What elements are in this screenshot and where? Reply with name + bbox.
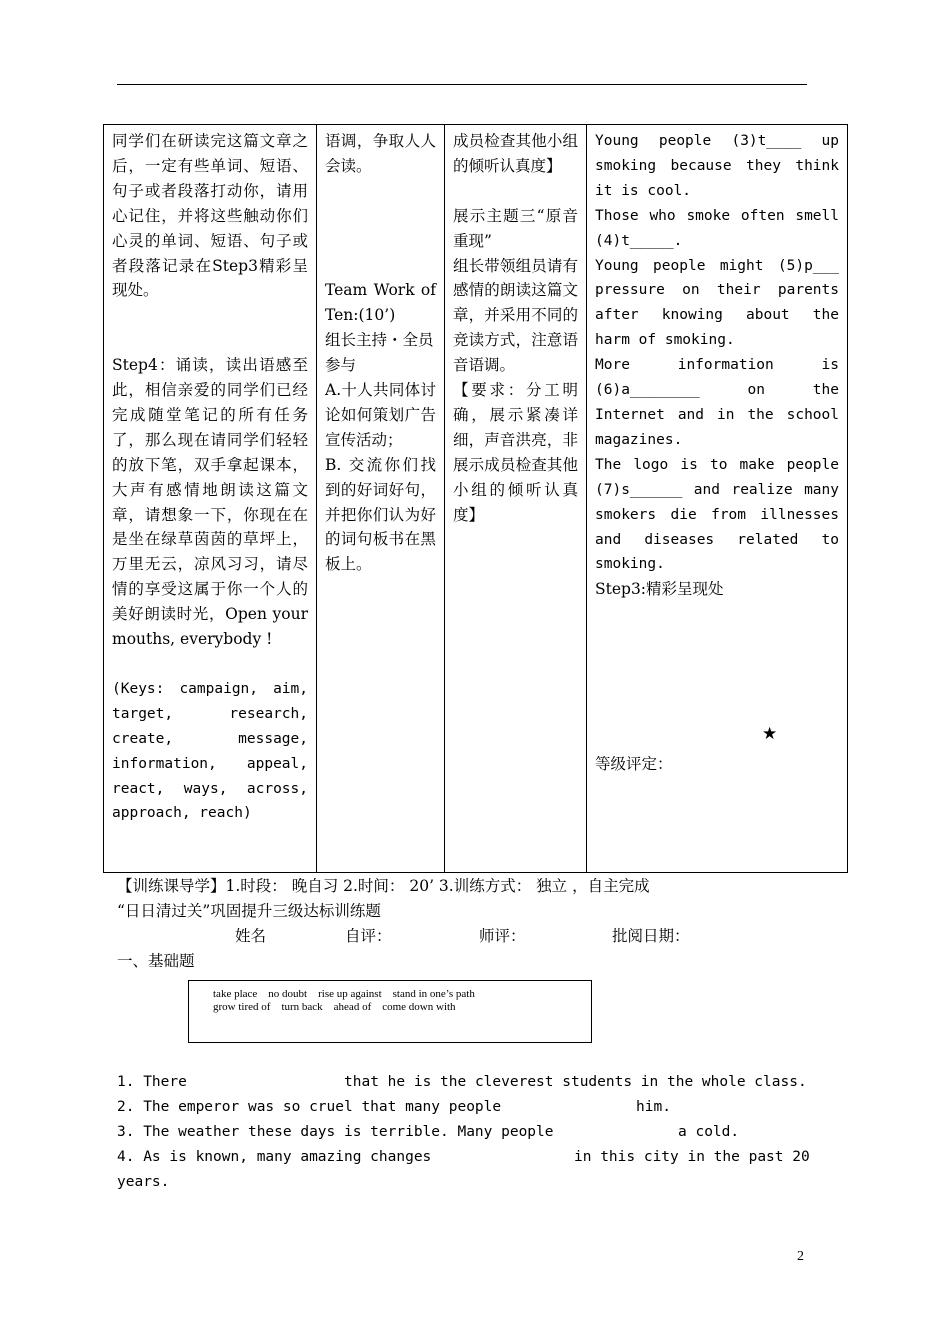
- question-2: 2. The emperor was so cruel that many people him.: [117, 1099, 671, 1115]
- grade-star-icon: ★: [762, 724, 778, 744]
- theme3-text: 组长带领组员请有感情的朗读这篇文章，并采用不同的竞读方式，注意语音语调。: [453, 256, 578, 375]
- phrase: take place: [213, 988, 258, 1000]
- review-date-label: 批阅日期：: [612, 927, 690, 945]
- phrase: stand in one’s path: [392, 988, 475, 1000]
- phrase: no doubt: [268, 988, 308, 1000]
- requirement-text: 【要求：分工明确，展示紧凑详细，声音洪亮，非展示成员检查其他小组的倾听认真度】: [453, 381, 578, 524]
- phrase-row: [213, 988, 475, 1000]
- lesson-table: [103, 124, 848, 873]
- lesson-column-2: [317, 125, 445, 873]
- fill-sentence-5: Young people might (5)p___ pressure on their parents after knowing about the harm of smoking.: [595, 257, 839, 349]
- page-number: 2: [797, 1249, 804, 1264]
- fill-sentence-3: Young people (3)t____ up smoking because they think it is cool.: [595, 133, 839, 199]
- table-row: [104, 125, 848, 873]
- lesson-column-3: [445, 125, 587, 873]
- check-text: 成员检查其他小组的倾听认真度】: [453, 132, 578, 175]
- fill-sentence-4: Those who smoke often smell (4)t_____.: [595, 207, 839, 249]
- self-eval-label: 自评：: [345, 927, 392, 945]
- intonation-text: 语调，争取人人会读。: [325, 132, 436, 175]
- question-4-continuation: years.: [117, 1174, 170, 1190]
- fill-sentence-7: The logo is to make people (7)s______ and realize many smokers die from illnesses and diseases related to smoking.: [595, 456, 839, 573]
- name-label: 姓名: [235, 927, 267, 945]
- team-task-a: A.十人共同体讨论如何策划广告宣传活动；: [325, 381, 436, 449]
- team-task-b: B. 交流你们找到的好词好句，并把你们认为好的词句板书在黑板上。: [325, 455, 436, 574]
- grade-label: 等级评定：: [595, 754, 673, 773]
- fill-sentence-6: More information is (6)a________ on the Internet and in the school magazines.: [595, 357, 839, 448]
- phrase-box: [188, 980, 592, 1043]
- phrase: ahead of: [333, 1001, 372, 1013]
- question-1: 1. There that he is the cleverest students in the whole class.: [117, 1074, 807, 1090]
- step4-text: Step4：诵读，读出语感至此，相信亲爱的同学们已经完成随堂笔记的所有任务了，那么现在请同学们轻轻的放下笔，双手拿起课本，大声有感情地朗读这篇文章，请想象一下，你现在在是坐在绿草茵茵的草坪上，万里无云，凉风习习，请尽情的享受这属于你一个人的美好朗读时光，Open your mouths, everybody !: [112, 356, 308, 649]
- header-rule: [117, 84, 807, 85]
- phrase: turn back: [281, 1001, 323, 1013]
- lesson-column-1: [104, 125, 317, 873]
- theme3-heading: 展示主题三“原音重现”: [453, 206, 578, 250]
- team-host-text: 组长主持・全员参与: [325, 331, 434, 375]
- step-note-text: 同学们在研读完这篇文章之后，一定有些单词、短语、句子或者段落打动你，请用心记住，并将这些触动你们心灵的单词、短语、句子或者段落记录在Step3精彩呈现处。: [112, 132, 308, 300]
- phrase-row: [213, 1001, 456, 1013]
- training-header: 【训练课导学】1.时段： 晚自习 2.时间： 20’ 3.训练方式： 独立 ，自主完成: [117, 877, 650, 895]
- step3-heading: Step3:精彩呈现处: [595, 580, 724, 599]
- question-4: 4. As is known, many amazing changes in this city in the past 20: [117, 1149, 810, 1165]
- phrase: rise up against: [318, 988, 382, 1000]
- question-3: 3. The weather these days is terrible. Many people a cold.: [117, 1124, 740, 1140]
- phrase: come down with: [382, 1001, 456, 1013]
- section-title: 一、基础题: [117, 952, 195, 970]
- team-work-heading: Team Work of Ten:(10’): [325, 281, 436, 325]
- lesson-column-4: [587, 125, 848, 873]
- teacher-eval-label: 师评：: [479, 927, 526, 945]
- keys-text: (Keys: campaign, aim, target, research, create, message, information, appeal, react, ways, across, approach, reach): [112, 680, 308, 822]
- phrase: grow tired of: [213, 1001, 271, 1013]
- training-subtitle: “日日清过关”巩固提升三级达标训练题: [117, 902, 381, 920]
